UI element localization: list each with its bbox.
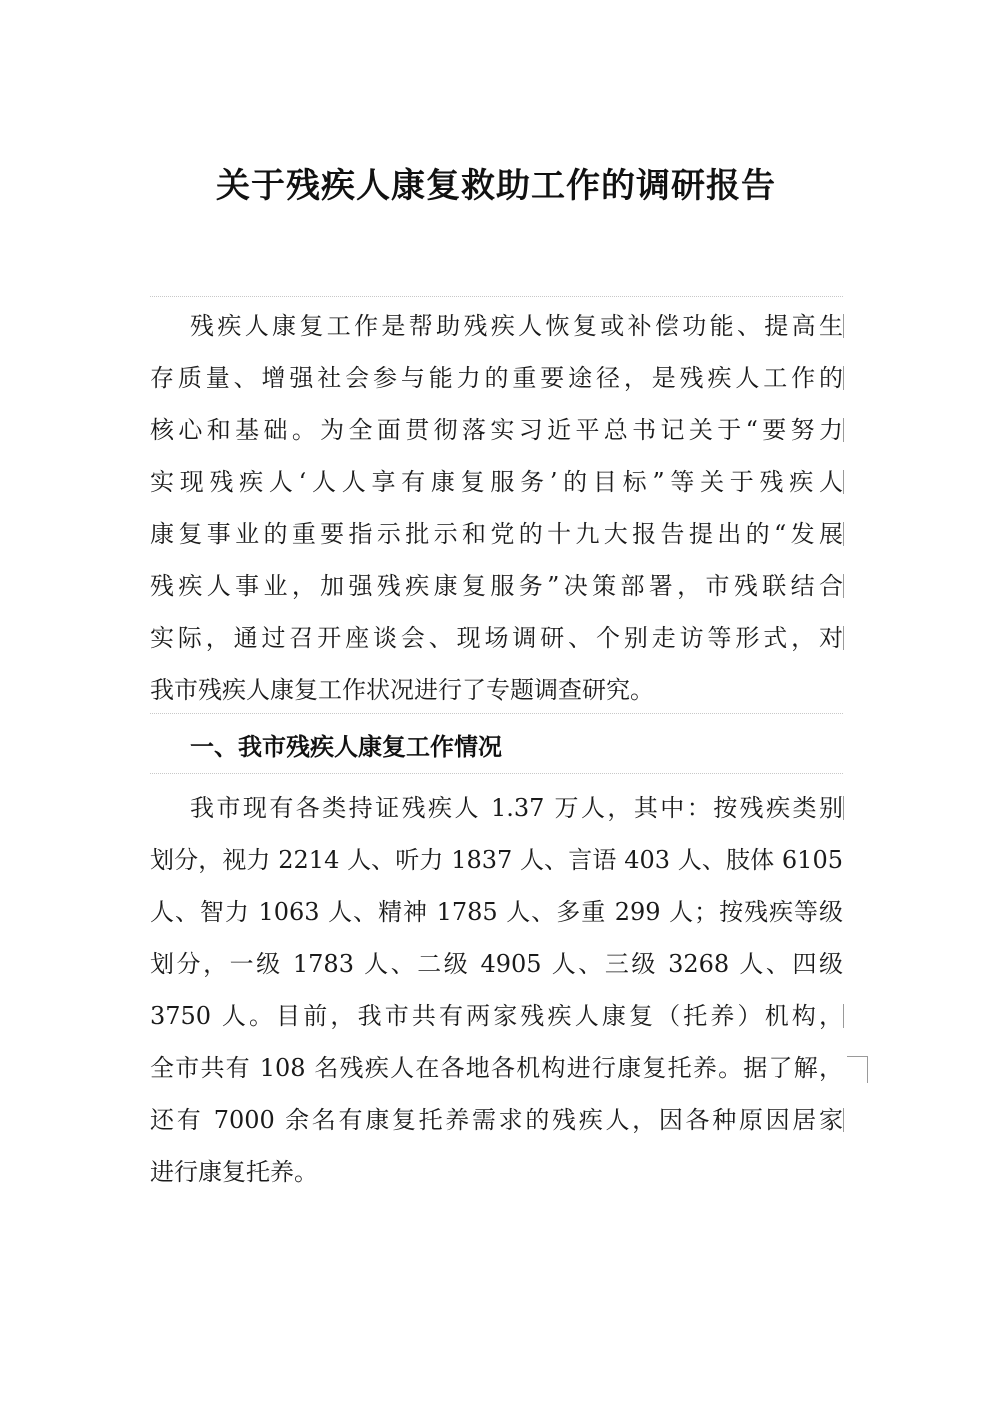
line-edge-mark — [843, 1004, 844, 1028]
paragraph-line: 全市共有 108 名残疾人在各地各机构进行康复托养。据了解， — [150, 1054, 843, 1082]
page-title: 关于残疾人康复救助工作的调研报告 — [216, 166, 776, 206]
paragraph-line: 康复事业的重要指示批示和党的十九大报告提出的“发展 — [150, 520, 843, 548]
line-edge-mark — [843, 366, 844, 390]
dotted-rule — [150, 773, 843, 774]
line-edge-mark — [843, 522, 844, 546]
paragraph-line: 人、智力 1063 人、精神 1785 人、多重 299 人；按残疾等级 — [150, 898, 843, 926]
section-heading: 一、我市残疾人康复工作情况 — [190, 733, 502, 761]
corner-mark — [847, 1056, 868, 1083]
paragraph-line: 我市残疾人康复工作状况进行了专题调查研究。 — [150, 676, 654, 704]
paragraph-line: 我市现有各类持证残疾人 1.37 万人，其中：按残疾类别 — [190, 794, 843, 822]
line-edge-mark — [843, 796, 844, 820]
paragraph-line: 残疾人康复工作是帮助残疾人恢复或补偿功能、提高生 — [190, 312, 843, 340]
paragraph-line: 实现残疾人‘人人享有康复服务’的目标”等关于残疾人 — [150, 468, 843, 496]
paragraph-line: 核心和基础。为全面贯彻落实习近平总书记关于“要努力 — [150, 416, 843, 444]
line-edge-mark — [843, 574, 844, 598]
dotted-rule — [150, 713, 843, 714]
paragraph-line: 划分，一级 1783 人、二级 4905 人、三级 3268 人、四级 — [150, 950, 843, 978]
paragraph-line: 存质量、增强社会参与能力的重要途径，是残疾人工作的 — [150, 364, 843, 392]
line-edge-mark — [843, 314, 844, 338]
dotted-rule — [150, 296, 843, 297]
paragraph-line: 还有 7000 余名有康复托养需求的残疾人，因各种原因居家 — [150, 1106, 843, 1134]
paragraph-line: 进行康复托养。 — [150, 1158, 318, 1186]
paragraph-line: 实际，通过召开座谈会、现场调研、个别走访等形式，对 — [150, 624, 843, 652]
line-edge-mark — [843, 1108, 844, 1132]
paragraph-line: 残疾人事业，加强残疾康复服务”决策部署，市残联结合 — [150, 572, 843, 600]
line-edge-mark — [843, 626, 844, 650]
paragraph-line: 划分，视力 2214 人、听力 1837 人、言语 403 人、肢体 6105 — [150, 846, 843, 874]
line-edge-mark — [843, 470, 844, 494]
line-edge-mark — [843, 418, 844, 442]
paragraph-line: 3750 人。目前，我市共有两家残疾人康复（托养）机构， — [150, 1002, 843, 1030]
